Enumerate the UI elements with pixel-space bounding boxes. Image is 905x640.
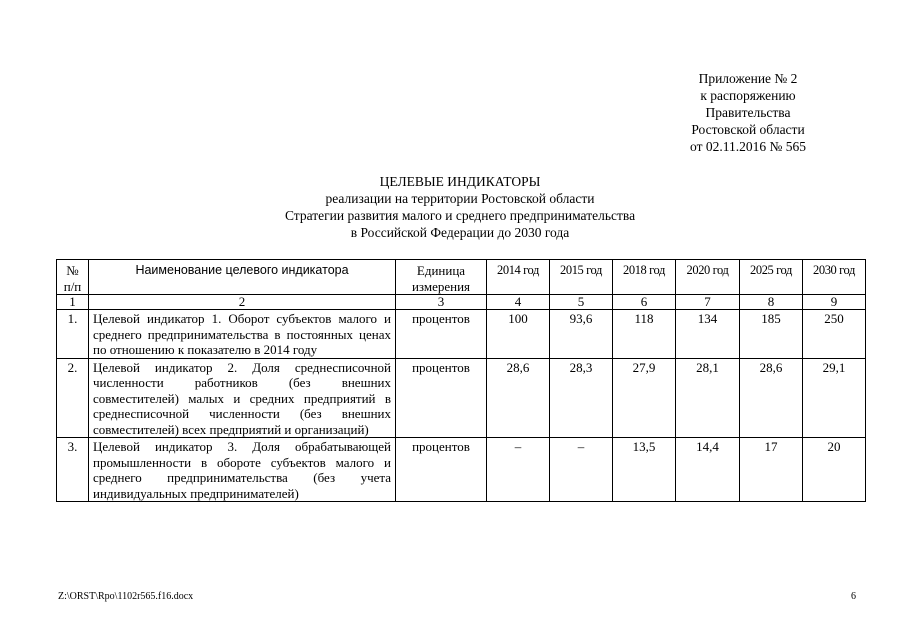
indicator-value: 14,4 (676, 438, 740, 502)
column-number: 9 (803, 295, 866, 310)
indicator-value: 28,6 (487, 358, 550, 438)
indicator-name: Целевой индикатор 2. Доля среднесписочной численности работников (без внешних совместителей) малых и средних предприятий в среднесписочной численности (без внешних совместителей) всех предприятий и организаций) (89, 358, 396, 438)
title-line: Стратегии развития малого и среднего предпринимательства (284, 208, 636, 223)
indicator-unit: процентов (396, 310, 487, 359)
header-year: 2018 год (613, 260, 676, 295)
annex-line: Приложение № 2 (698, 71, 798, 86)
header-year: 2015 год (550, 260, 613, 295)
header-year: 2020 год (676, 260, 740, 295)
row-number: 2. (57, 358, 89, 438)
header-year: 2025 год (740, 260, 803, 295)
column-number: 1 (57, 295, 89, 310)
indicator-value: 185 (740, 310, 803, 359)
indicator-value: 27,9 (613, 358, 676, 438)
column-number: 4 (487, 295, 550, 310)
table-row (57, 310, 866, 359)
column-number-row (57, 295, 866, 310)
indicator-value: 17 (740, 438, 803, 502)
indicator-value: 250 (803, 310, 866, 359)
row-number: 3. (57, 438, 89, 502)
indicator-value: 13,5 (613, 438, 676, 502)
title-line: реализации на территории Ростовской области (325, 191, 595, 206)
annex-line: Правительства (705, 105, 791, 120)
header-year: 2014 год (487, 260, 550, 295)
row-number: 1. (57, 310, 89, 359)
column-number: 5 (550, 295, 613, 310)
indicator-value: 93,6 (550, 310, 613, 359)
indicator-value: 20 (803, 438, 866, 502)
indicators-table (56, 259, 866, 502)
indicator-name: Целевой индикатор 3. Доля обрабатывающей промышленности в обороте субъектов малого и среднего предпринимательства (без учета индивидуальных предпринимателей) (89, 438, 396, 502)
header-name: Наименование целевого индикатора (89, 260, 396, 295)
annex-header (660, 70, 836, 155)
title-line: в Российской Федерации до 2030 года (350, 225, 570, 240)
indicator-value: 28,3 (550, 358, 613, 438)
annex-line: к распоряжению (700, 88, 796, 103)
indicator-value: – (487, 438, 550, 502)
indicator-name: Целевой индикатор 1. Оборот субъектов малого и среднего предпринимательства в постоянных ценах по отношению к показателю в 2014 году (89, 310, 396, 359)
indicator-value: 118 (613, 310, 676, 359)
title-heading: ЦЕЛЕВЫЕ ИНДИКАТОРЫ (379, 174, 541, 189)
table-row (57, 358, 866, 438)
indicator-value: 28,1 (676, 358, 740, 438)
indicator-value: 28,6 (740, 358, 803, 438)
column-number: 8 (740, 295, 803, 310)
indicator-value: 134 (676, 310, 740, 359)
annex-line: от 02.11.2016 № 565 (690, 139, 806, 154)
page-number: 6 (851, 591, 856, 602)
document-title (180, 173, 740, 241)
indicator-value: – (550, 438, 613, 502)
column-number: 3 (396, 295, 487, 310)
column-number: 6 (613, 295, 676, 310)
indicator-value: 100 (487, 310, 550, 359)
annex-line: Ростовской области (691, 122, 805, 137)
header-unit: Единица измерения (396, 260, 487, 295)
table-header-row (57, 260, 866, 295)
header-num: № п/п (57, 260, 89, 295)
column-number: 2 (89, 295, 396, 310)
header-year: 2030 год (803, 260, 866, 295)
indicator-unit: процентов (396, 438, 487, 502)
footer-file-path: Z:\ORST\Rpo\1102r565.f16.docx (58, 591, 194, 602)
table-row (57, 438, 866, 502)
indicator-value: 29,1 (803, 358, 866, 438)
indicator-unit: процентов (396, 358, 487, 438)
column-number: 7 (676, 295, 740, 310)
